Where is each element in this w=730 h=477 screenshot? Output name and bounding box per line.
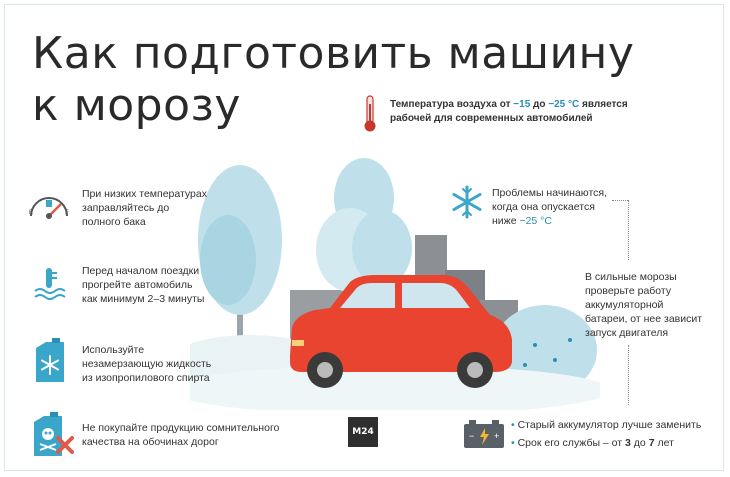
title-line-1: Как подготовить машину (32, 28, 635, 79)
antifreeze-canister-icon (30, 338, 70, 384)
svg-text:+: + (494, 431, 500, 441)
problems-note: Проблемы начинаются, когда она опускается ниже −25 °С (492, 187, 607, 227)
title-line-2: к морозу (32, 80, 241, 131)
thermometer-icon (362, 94, 378, 134)
car-battery-icon (462, 418, 506, 450)
m24-logo: M24 (348, 417, 378, 447)
svg-text:F: F (65, 210, 69, 216)
tip-warmup: Перед началом поездки прогрейте автомобиль как минимум 2–3 минуты (82, 265, 205, 305)
tip-antifreeze: Используйте незамерзающую жидкость из изопропилового спирта (82, 344, 212, 384)
poison-canister-icon (30, 412, 76, 458)
connector-line (628, 345, 629, 405)
coolant-temp-icon (32, 266, 66, 300)
battery-check-note: В сильные морозы проверьте работу аккумуляторной батареи, от нее зависит запуск двигателя (585, 271, 703, 339)
fuel-gauge-icon (26, 186, 72, 220)
tip-roadside: Не покупайте продукцию сомнительного качества на обочинах дорог (82, 422, 280, 448)
tip-fuel: При низких температурах заправляйтесь до полного бака (82, 188, 207, 228)
connector-line (612, 200, 628, 201)
battery-tip-replace: • Старый аккумулятор лучше заменить (511, 418, 701, 432)
snowflake-icon (450, 185, 484, 219)
battery-tip-lifetime: • Срок его службы – от 3 до 7 лет (511, 436, 674, 450)
connector-line (628, 200, 629, 260)
svg-text:E: E (29, 210, 34, 216)
svg-text:−: − (469, 431, 475, 441)
temperature-note: Температура воздуха от −15 до −25 °С является рабочей для современных автомобилей (390, 99, 628, 124)
